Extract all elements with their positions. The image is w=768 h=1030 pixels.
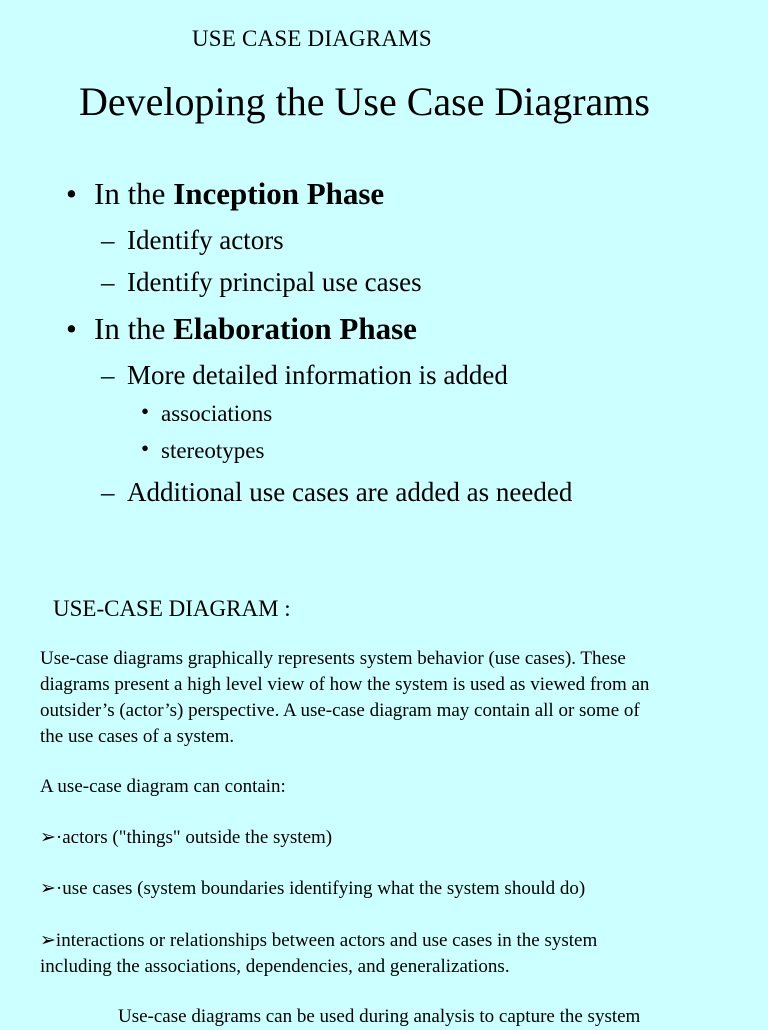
paragraph-line: diagrams present a high level view of how the system is used as viewed from an <box>40 674 650 695</box>
bullet-bold-text: Inception Phase <box>173 176 385 211</box>
arrow-bullet-icon: ➢ <box>40 878 56 899</box>
dash-marker: – <box>101 225 115 255</box>
bullet-dot: • <box>141 436 150 461</box>
subitem-text: More detailed information is added <box>127 360 508 390</box>
bullet-dot: • <box>66 311 77 346</box>
dash-marker: – <box>101 267 115 297</box>
list-item-continuation: including the associations, dependencies, and generalizations. <box>40 956 510 977</box>
paragraph-line: the use cases of a system. <box>40 726 235 747</box>
subitem-text: Identify actors <box>127 225 284 255</box>
subsubitem-text: associations <box>161 401 273 426</box>
list-item-text: ·use cases (system boundaries identifying what the system should do) <box>55 878 586 899</box>
bullet-dot: • <box>141 399 150 424</box>
list-item <box>40 825 332 851</box>
bullet-dot: • <box>66 176 77 211</box>
arrow-bullet-icon: ➢ <box>40 930 56 951</box>
subitem-text: Identify principal use cases <box>127 267 422 297</box>
dash-marker: – <box>101 477 115 507</box>
section-heading: USE-CASE DIAGRAM : <box>53 596 291 621</box>
list-item-text: interactions or relationships between actors and use cases in the system <box>55 930 598 951</box>
bullet-bold-text: Elaboration Phase <box>173 311 417 346</box>
bullet-prefix: In the <box>94 176 174 211</box>
list-intro: A use-case diagram can contain: <box>40 776 286 797</box>
list-item-text: ·actors ("things" outside the system) <box>55 827 333 848</box>
footer-partial-text: Use-case diagrams can be used during analysis to capture the system <box>118 1006 641 1027</box>
list-item <box>40 876 585 902</box>
subsubitem-text: stereotypes <box>161 438 265 463</box>
header-title: USE CASE DIAGRAMS <box>192 26 432 51</box>
description-paragraph <box>40 646 740 750</box>
list-item <box>40 928 597 954</box>
subitem-text: Additional use cases are added as needed <box>127 477 573 507</box>
bullet-prefix: In the <box>94 311 174 346</box>
paragraph-line: outsider’s (actor’s) perspective. A use-case diagram may contain all or some of <box>40 700 640 721</box>
paragraph-line: Use-case diagrams graphically represents system behavior (use cases). These <box>40 648 626 669</box>
dash-marker: – <box>101 360 115 390</box>
arrow-bullet-icon: ➢ <box>40 827 56 848</box>
slide-title: Developing the Use Case Diagrams <box>79 79 650 124</box>
